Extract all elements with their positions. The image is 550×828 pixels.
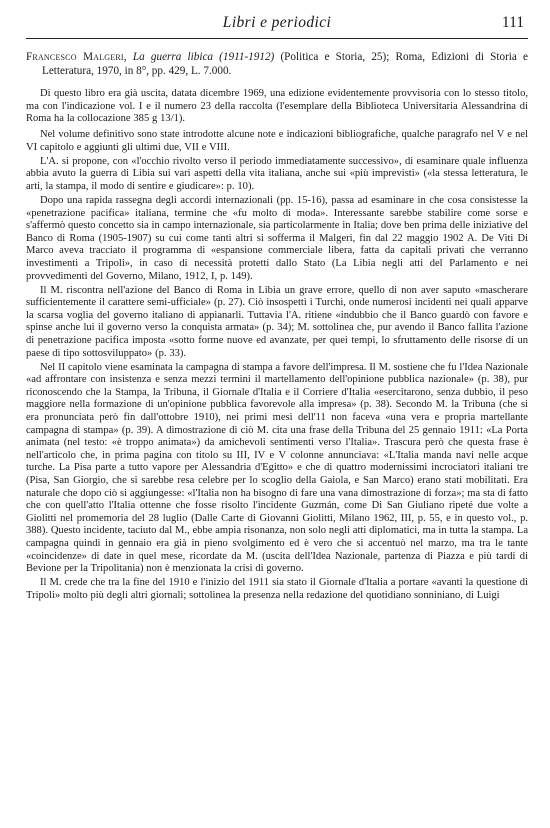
paragraph: Dopo una rapida rassegna degli accordi internazionali (pp. 15-16), passa ad esaminare in che cosa consistesse la «penetrazione pacifica» italiana, termine che «fu molto di moda». Interessante sarebbe stabilire come sorse e s'affermò questo concetto sia in campo internazionale, sia particolarmente in Italia; dove ben prima delle iniziative del Banco di Roma (1905-1907) su cui come tanti altri si sofferma il Malgeri, fin dal 22 maggio 1902 A. De Viti Di Marco aveva tracciato il programma di «espansione commerciale libera, fatta da capitali privati che verranno investimenti a Tripoli», in caso di necessità protetti dallo Stato (La Libia negli atti del Parlamento e nei provvedimenti del Governo, Milano, 1912, I, p. 149).: [26, 194, 528, 282]
paragraph: Il M. crede che tra la fine del 1910 e l'inizio del 1911 sia stato il Giornale d'Italia a portare «avanti la questione di Tripoli» molto più degli altri giornali; sottolinea la presenza nella redazione del quotidiano sonniniano, di Luigi: [26, 577, 528, 601]
paragraph: Nel volume definitivo sono state introdotte alcune note e indicazioni bibliografiche, qualche paragrafo nel V e nel VI capitolo e aggiunti gli ultimi due, VII e VIII.: [26, 128, 528, 153]
page-number: 111: [501, 14, 524, 31]
paragraph: Di questo libro era già uscita, datata dicembre 1969, una edizione evidentemente provvisoria con lo stesso titolo, ma con l'indicazione vol. I e il numero 23 della raccolta (l'esemplare della Biblioteca Universitaria Alessandrina di Roma ha la collocazione 385 g 13/1).: [26, 88, 528, 125]
author-name: Francesco Malgeri,: [26, 51, 127, 63]
journal-page: [0, 8, 550, 828]
paragraph: Nel II capitolo viene esaminata la campagna di stampa a favore dell'impresa. Il M. sostiene che fu l'Idea Nazionale «ad affrontare con insistenza e senza mezzi termini il martellamento dell'opinione pubblica nazionale» (p. 38), pur riconoscendo che la Stampa, la Tribuna, il Giornale d'Italia e il Corriere d'Italia «esercitarono, senza dubbio, il peso maggiore nella formazione di un'opinione pubblica favorevole alla impresa» (p. 38). Secondo M. la Tribuna (che si era pronunciata però fin dall'ottobre 1910), nei primi mesi dell'11 non faceva «una vera e propria martellante campagna di stampa» (p. 39). A dimostrazione di ciò M. cita una frase della Tribuna del 25 gennaio 1911: «La Porta animata (nel testo: «è troppo animata») da amichevoli sentimenti verso l'Italia». Trascura però che questa frase è nell'articolo che, in prima pagina con titolo su III, IV e V colonne annunciava: «L'Italia manda navi nelle acque turche. La Pisa parte a tutto vapore per Alessandria d'Egitto» e che di quattro modernissimi incrociatori italiani tre (Pisa, San Giorgio, che si sarebbe resa celebre per lo scoglio della Gaiola, e San Marco) erano stati mobilitati. Era naturale che dopo ciò si aggiungesse: «l'Italia non ha bisogno di fare una vana dimostrazione di forza»; ma sta di fatto che con quell'atto l'Italia ottenne che fosse risolto l'incidente Guzmán, come Di San Giuliano ripeté due volte a Giolitti nel promemoria del 28 luglio (Dalle Carte di Giovanni Giolitti, Milano 1962, III, p. 55, e in questo vol., p. 388). Questo incidente, taciuto dal M., ebbe ampia risonanza, non solo negli atti diplomatici, ma in tutta la stampa. La campagna quindi in gennaio era già in pieno svolgimento ed è vero che si accentuò nel marzo, ma tra le tante «coincidenze» di date in quel mese, ricordate da M. (uscita dell'Idea Nazionale, partenza di Piazza e più tardi di Bevione per la Tripolitania) non è menzionata la crisi di governo.: [26, 361, 528, 575]
book-title: La guerra libica (1911-1912): [132, 51, 275, 63]
publication-details: (Politica e Storia, 25); Roma, Edizioni di Storia e Letteratura, 1970, in 8°, pp. 429, L. 7.000.: [42, 51, 529, 77]
review-body: [26, 88, 528, 602]
paragraph: L'A. si propone, con «l'occhio rivolto verso il periodo immediatamente successivo», di esaminare quale influenza abbia avuto la guerra di Libia sui vari aspetti della vita italiana, anche sui «più imprevisti» («la stessa letteratura, le arti, la stampa, il modo di sentire e giudicare»: p. 10).: [26, 155, 528, 192]
bibliographic-entry: [26, 51, 528, 78]
page-header: [26, 8, 528, 39]
paragraph: Il M. riscontra nell'azione del Banco di Roma in Libia un grave errore, quello di non aver saputo «mascherare sufficientemente il carattere semi-ufficiale» (p. 27). Ciò insospettì i Turchi, onde numerosi incidenti nei quali apparve la scarsa voglia del governo italiano di appianarli. Tuttavia l'A. ritiene «indubbio che il Banco guardò con favore e spinse anche lui il governo verso la conquista armata» (p. 34); M. sottolinea che, pur avendo il Banco fallita l'azione di penetrazione pacifica imposta «sotto forme nuove ed avanzate, per quei tempi, lo sfruttamento delle risorse di un paese di tipo sottosviluppato» (p. 33).: [26, 284, 528, 359]
running-title: Libri e periodici: [222, 14, 332, 31]
